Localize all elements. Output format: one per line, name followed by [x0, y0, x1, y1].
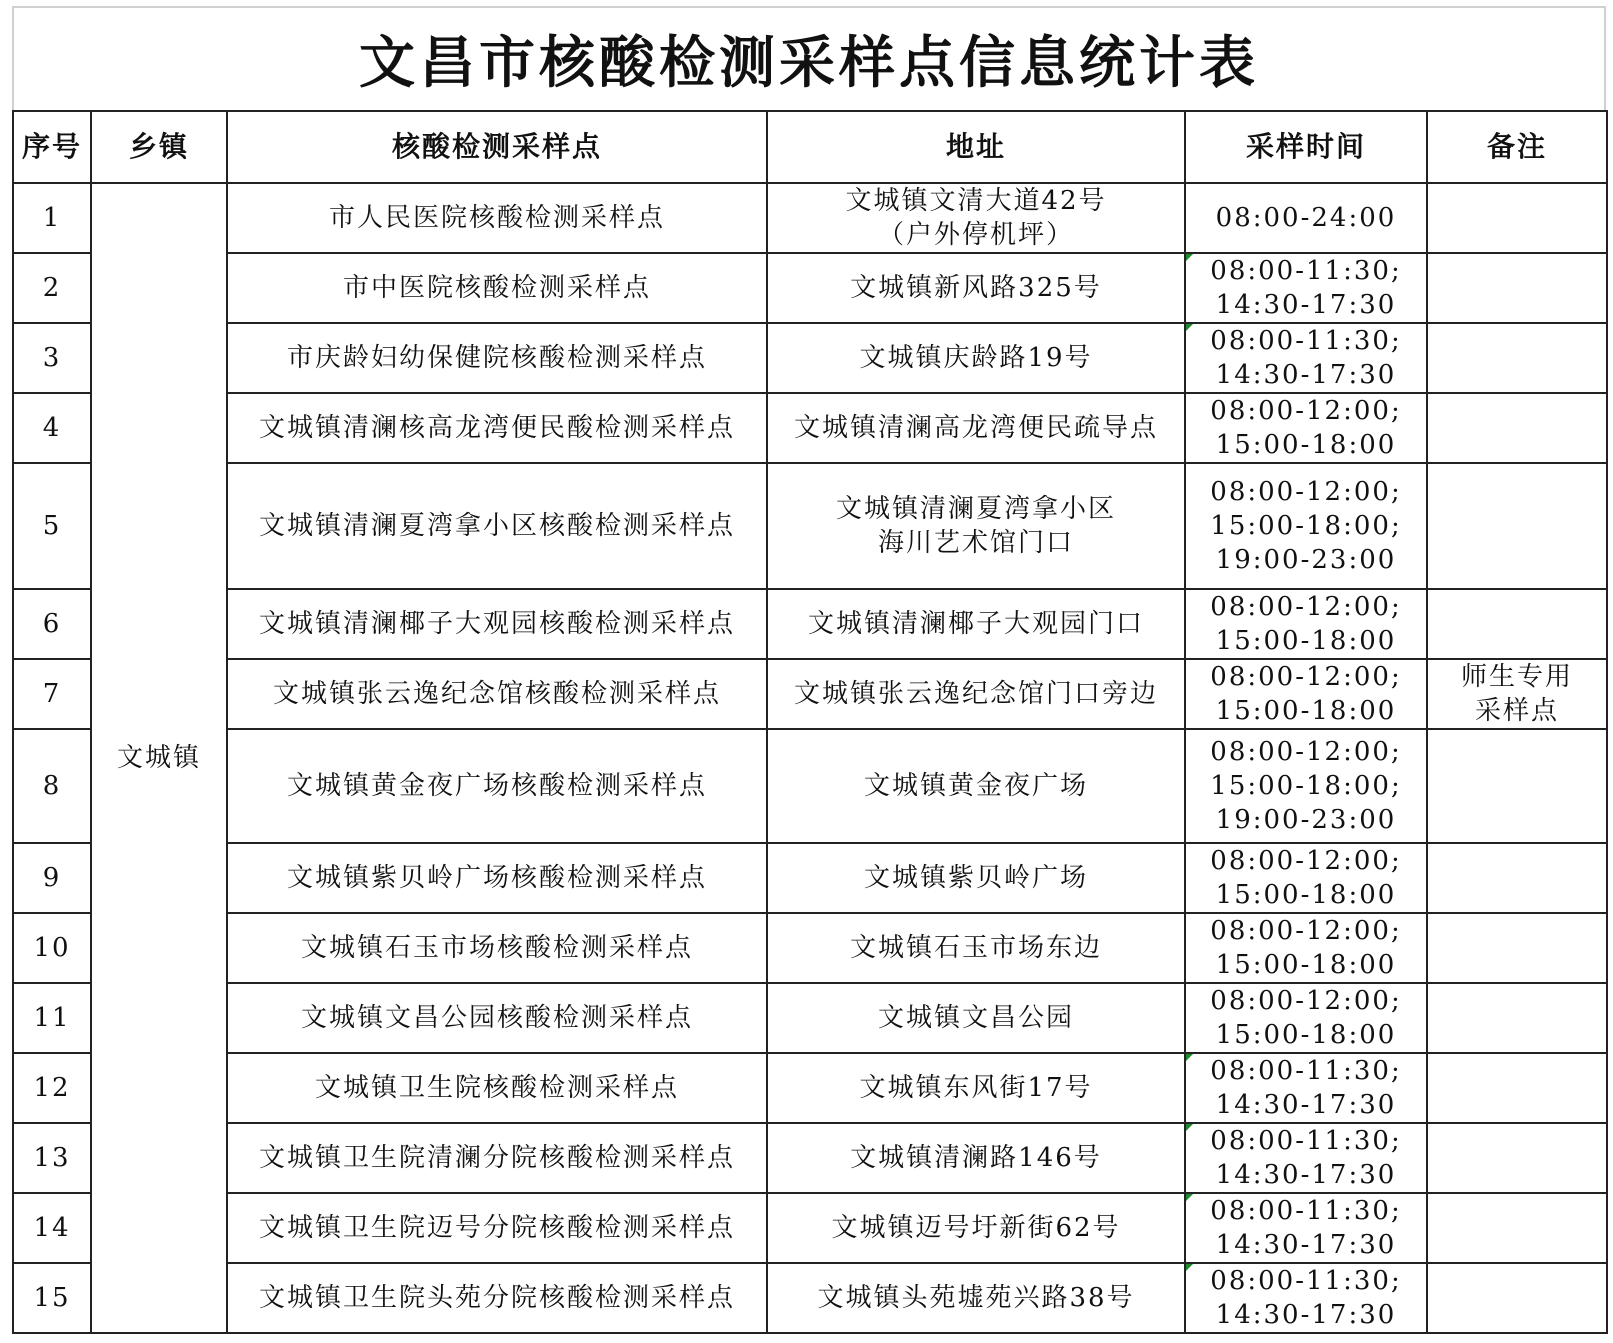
- address-cell: [767, 1123, 1185, 1193]
- row-index-line: 10: [33, 933, 71, 963]
- time-cell-line: 08:00-12:00;: [1210, 477, 1402, 507]
- row-index-line: 12: [33, 1073, 71, 1103]
- time-cell: [1185, 729, 1427, 843]
- time-cell-line: 08:00-12:00;: [1210, 662, 1402, 692]
- time-cell-line: 14:30-17:30: [1215, 290, 1397, 320]
- row-index: [13, 323, 91, 393]
- time-cell-line: 14:30-17:30: [1215, 360, 1397, 390]
- time-cell-line: 08:00-12:00;: [1210, 396, 1402, 426]
- address-cell-line: 文城镇文昌公园: [877, 1003, 1074, 1033]
- table-row: [13, 983, 1607, 1053]
- header-time: 采样时间: [1185, 111, 1427, 183]
- table-row: [13, 463, 1607, 589]
- site-cell-line: 文城镇清澜核高龙湾便民酸检测采样点: [258, 413, 735, 443]
- site-cell-line: 文城镇卫生院头苑分院核酸检测采样点: [258, 1283, 735, 1313]
- address-cell-line: 文城镇庆龄路19号: [859, 343, 1093, 373]
- address-cell-line: 文城镇黄金夜广场: [863, 771, 1088, 801]
- address-cell-line: 文城镇清澜高龙湾便民疏导点: [793, 413, 1158, 443]
- note-cell: [1427, 1263, 1607, 1333]
- time-cell-line: 08:00-12:00;: [1210, 737, 1402, 767]
- site-cell: [227, 183, 767, 253]
- row-index: [13, 1053, 91, 1123]
- site-cell: [227, 913, 767, 983]
- time-cell-line: 15:00-18:00;: [1210, 511, 1402, 541]
- site-cell: [227, 393, 767, 463]
- time-cell-line: 15:00-18:00: [1215, 696, 1397, 726]
- address-cell-line: 文城镇清澜夏湾拿小区: [835, 494, 1116, 524]
- site-cell: [227, 253, 767, 323]
- site-cell-line: 市中医院核酸检测采样点: [342, 273, 651, 303]
- time-cell: [1185, 983, 1427, 1053]
- address-cell-line: 文城镇文清大道42号: [845, 186, 1107, 216]
- site-cell: [227, 1053, 767, 1123]
- time-cell: [1185, 589, 1427, 659]
- note-cell: [1427, 183, 1607, 253]
- note-cell: [1427, 913, 1607, 983]
- note-cell: [1427, 1193, 1607, 1263]
- row-index: [13, 253, 91, 323]
- site-cell-line: 市庆龄妇幼保健院核酸检测采样点: [286, 343, 707, 373]
- row-index-line: 2: [42, 273, 62, 303]
- spreadsheet: [12, 6, 1606, 1343]
- row-index: [13, 913, 91, 983]
- address-cell: [767, 843, 1185, 913]
- row-index-line: 4: [42, 413, 62, 443]
- table-row: [13, 323, 1607, 393]
- time-cell-line: 15:00-18:00: [1215, 950, 1397, 980]
- row-index-line: 6: [42, 609, 62, 639]
- site-cell: [227, 323, 767, 393]
- row-index-line: 8: [42, 771, 62, 801]
- time-cell: [1185, 1053, 1427, 1123]
- time-cell: [1185, 843, 1427, 913]
- site-cell-line: 文城镇卫生院迈号分院核酸检测采样点: [258, 1213, 735, 1243]
- site-cell: [227, 729, 767, 843]
- note-cell: [1427, 1123, 1607, 1193]
- site-cell-line: 文城镇文昌公园核酸检测采样点: [300, 1003, 693, 1033]
- row-index: [13, 463, 91, 589]
- row-index-line: 7: [42, 679, 62, 709]
- row-index: [13, 1193, 91, 1263]
- town-cell: 文城镇: [91, 183, 227, 1333]
- time-cell-line: 15:00-18:00: [1215, 430, 1397, 460]
- row-index: [13, 1123, 91, 1193]
- site-cell: [227, 843, 767, 913]
- address-cell: [767, 659, 1185, 729]
- row-index-line: 1: [42, 203, 62, 233]
- time-cell-line: 14:30-17:30: [1215, 1300, 1397, 1330]
- time-cell-line: 14:30-17:30: [1215, 1230, 1397, 1260]
- note-cell: [1427, 589, 1607, 659]
- row-index-line: 13: [33, 1143, 71, 1173]
- table-row: [13, 843, 1607, 913]
- header-town: 乡镇: [91, 111, 227, 183]
- time-cell-line: 08:00-12:00;: [1210, 592, 1402, 622]
- address-cell: [767, 1263, 1185, 1333]
- table-row: [13, 589, 1607, 659]
- time-cell-line: 15:00-18:00: [1215, 1020, 1397, 1050]
- note-cell: [1427, 323, 1607, 393]
- address-cell-line: 文城镇东风街17号: [859, 1073, 1093, 1103]
- address-cell: [767, 729, 1185, 843]
- sampling-sites-table: [12, 110, 1608, 1334]
- address-cell-line: 海川艺术馆门口: [877, 528, 1074, 558]
- address-cell: [767, 913, 1185, 983]
- table-row: [13, 1193, 1607, 1263]
- note-cell-line: 采样点: [1474, 696, 1559, 726]
- address-cell: [767, 1053, 1185, 1123]
- time-cell: [1185, 1123, 1427, 1193]
- row-index: [13, 393, 91, 463]
- time-cell-line: 08:00-24:00: [1215, 203, 1397, 233]
- note-cell: [1427, 729, 1607, 843]
- time-cell-line: 08:00-12:00;: [1210, 986, 1402, 1016]
- site-cell-line: 文城镇清澜椰子大观园核酸检测采样点: [258, 609, 735, 639]
- address-cell: [767, 183, 1185, 253]
- note-cell: [1427, 393, 1607, 463]
- time-cell-line: 08:00-11:30;: [1210, 1266, 1402, 1296]
- time-cell-line: 15:00-18:00: [1215, 626, 1397, 656]
- sheet-title: 文昌市核酸检测采样点信息统计表: [12, 6, 1606, 110]
- time-cell-line: 08:00-12:00;: [1210, 916, 1402, 946]
- time-cell: [1185, 1263, 1427, 1333]
- site-cell: [227, 463, 767, 589]
- time-cell: [1185, 253, 1427, 323]
- row-index-line: 15: [33, 1283, 71, 1313]
- site-cell: [227, 1193, 767, 1263]
- site-cell: [227, 983, 767, 1053]
- note-cell: [1427, 659, 1607, 729]
- time-cell-line: 19:00-23:00: [1215, 545, 1397, 575]
- note-cell: [1427, 1053, 1607, 1123]
- table-row: [13, 253, 1607, 323]
- address-cell: [767, 323, 1185, 393]
- row-index: [13, 1263, 91, 1333]
- row-index-line: 11: [33, 1003, 71, 1033]
- site-cell: [227, 659, 767, 729]
- site-cell-line: 市人民医院核酸检测采样点: [328, 203, 665, 233]
- address-cell-line: 文城镇石玉市场东边: [849, 933, 1102, 963]
- table-row: [13, 1053, 1607, 1123]
- table-row: [13, 729, 1607, 843]
- address-cell-line: 文城镇张云逸纪念馆门口旁边: [793, 679, 1158, 709]
- time-cell: [1185, 913, 1427, 983]
- address-cell-line: 文城镇清澜椰子大观园门口: [807, 609, 1144, 639]
- address-cell: [767, 253, 1185, 323]
- address-cell: [767, 1193, 1185, 1263]
- site-cell-line: 文城镇黄金夜广场核酸检测采样点: [286, 771, 707, 801]
- table-row: [13, 913, 1607, 983]
- address-cell-line: 文城镇新风路325号: [850, 273, 1102, 303]
- time-cell-line: 08:00-11:30;: [1210, 1126, 1402, 1156]
- time-cell-line: 14:30-17:30: [1215, 1160, 1397, 1190]
- row-index-line: 5: [42, 511, 62, 541]
- note-cell: [1427, 983, 1607, 1053]
- time-cell: [1185, 393, 1427, 463]
- address-cell-line: 文城镇迈号圩新街62号: [831, 1213, 1121, 1243]
- time-cell: [1185, 659, 1427, 729]
- row-index-line: 14: [33, 1213, 71, 1243]
- site-cell-line: 文城镇卫生院清澜分院核酸检测采样点: [258, 1143, 735, 1173]
- table-row: [13, 659, 1607, 729]
- time-cell-line: 19:00-23:00: [1215, 805, 1397, 835]
- time-cell-line: 08:00-11:30;: [1210, 326, 1402, 356]
- row-index: [13, 843, 91, 913]
- row-index-line: 9: [42, 863, 62, 893]
- address-cell-line: 文城镇清澜路146号: [850, 1143, 1102, 1173]
- time-cell: [1185, 1193, 1427, 1263]
- time-cell: [1185, 463, 1427, 589]
- header-index: 序号: [13, 111, 91, 183]
- table-row: [13, 393, 1607, 463]
- site-cell-line: 文城镇石玉市场核酸检测采样点: [300, 933, 693, 963]
- row-index: [13, 729, 91, 843]
- note-cell-line: 师生专用: [1460, 662, 1573, 692]
- header-note: 备注: [1427, 111, 1607, 183]
- site-cell-line: 文城镇清澜夏湾拿小区核酸检测采样点: [258, 511, 735, 541]
- address-cell: [767, 983, 1185, 1053]
- time-cell-line: 15:00-18:00;: [1210, 771, 1402, 801]
- table-row: [13, 1123, 1607, 1193]
- row-index: [13, 589, 91, 659]
- site-cell-line: 文城镇紫贝岭广场核酸检测采样点: [286, 863, 707, 893]
- site-cell: [227, 1123, 767, 1193]
- header-address: 地址: [767, 111, 1185, 183]
- note-cell: [1427, 843, 1607, 913]
- table-row: [13, 1263, 1607, 1333]
- time-cell-line: 14:30-17:30: [1215, 1090, 1397, 1120]
- time-cell: [1185, 183, 1427, 253]
- time-cell-line: 08:00-11:30;: [1210, 256, 1402, 286]
- note-cell: [1427, 463, 1607, 589]
- site-cell-line: 文城镇卫生院核酸检测采样点: [314, 1073, 679, 1103]
- note-cell: [1427, 253, 1607, 323]
- time-cell: [1185, 323, 1427, 393]
- header-row: [13, 111, 1607, 183]
- row-index: [13, 983, 91, 1053]
- time-cell-line: 08:00-11:30;: [1210, 1196, 1402, 1226]
- address-cell-line: 文城镇紫贝岭广场: [863, 863, 1088, 893]
- time-cell-line: 08:00-11:30;: [1210, 1056, 1402, 1086]
- address-cell-line: 文城镇头苑墟苑兴路38号: [817, 1283, 1135, 1313]
- address-cell: [767, 393, 1185, 463]
- time-cell-line: 08:00-12:00;: [1210, 846, 1402, 876]
- address-cell: [767, 589, 1185, 659]
- header-site: 核酸检测采样点: [227, 111, 767, 183]
- row-index-line: 3: [42, 343, 62, 373]
- site-cell-line: 文城镇张云逸纪念馆核酸检测采样点: [272, 679, 721, 709]
- site-cell: [227, 1263, 767, 1333]
- row-index: [13, 183, 91, 253]
- address-cell: [767, 463, 1185, 589]
- table-row: [13, 183, 1607, 253]
- time-cell-line: 15:00-18:00: [1215, 880, 1397, 910]
- row-index: [13, 659, 91, 729]
- address-cell-line: （户外停机坪）: [877, 220, 1074, 250]
- site-cell: [227, 589, 767, 659]
